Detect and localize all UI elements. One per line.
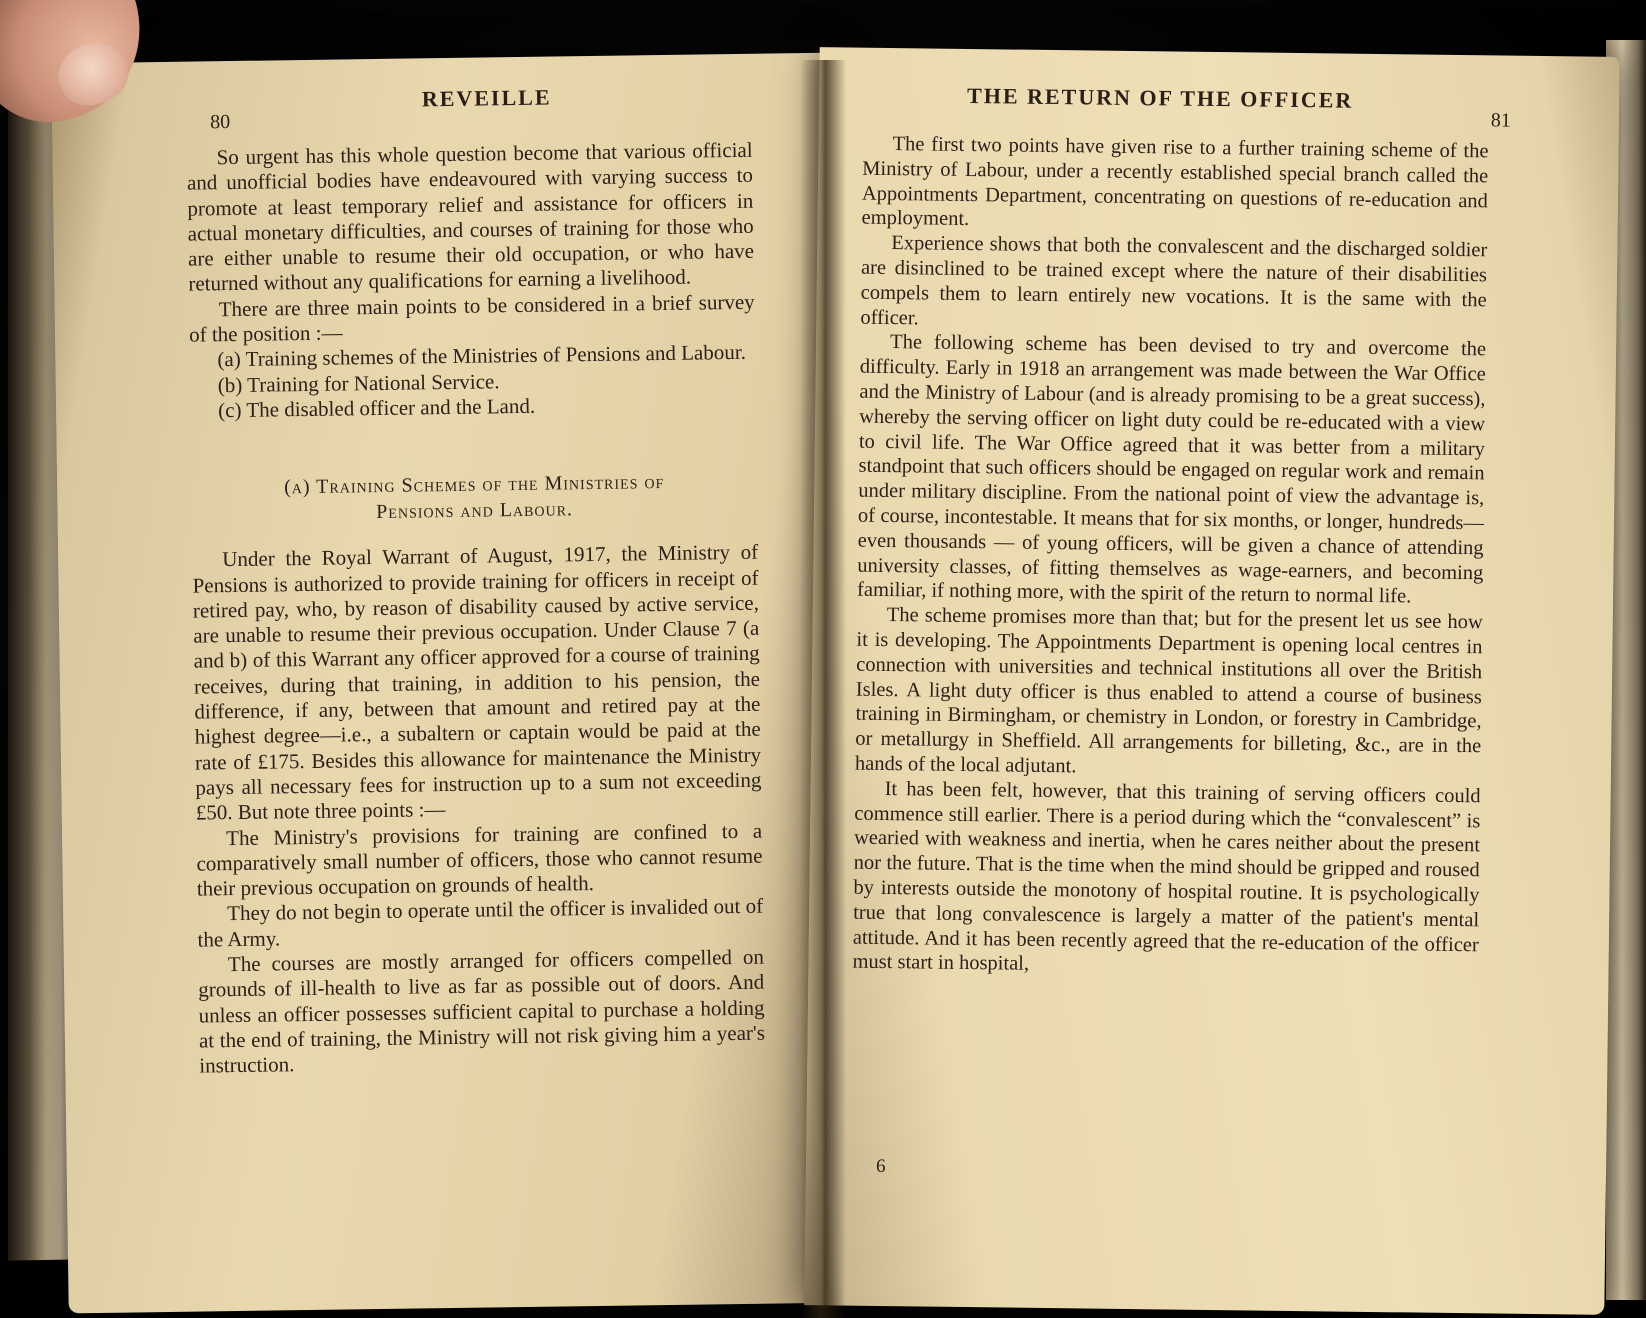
signature-mark: 6 (875, 1155, 886, 1178)
right-page-number: 81 (1490, 109, 1512, 132)
right-running-header: THE RETURN OF THE OFFICER (966, 82, 1354, 113)
courses-paragraph: The courses are mostly arranged for officers compelled on grounds of ill-health to live as far as possible out of doors. And unless an officer possesses sufficient capital to purchase a holding at the end of training, the Ministry will not risk giving him a year's instruction. (198, 944, 766, 1078)
experience-paragraph: Experience shows that both the convalescent and the discharged soldier are disinclined to be trained except where the nature of their disabilities compels them to learn entirely new vocations. It is the same with the officer. (860, 232, 1488, 329)
scheme-promises-paragraph: The scheme promises more than that; but for the present let us see how it is developing. The Appointments Department is opening local centres in connection with universities and technical institutions all over the British Isles. A light duty officer is thus enabled to attend a course of business training in Birmingham, or chemistry in London, or forestry in Cambridge, or metallurgy in Sheffield. All arrangements for billeting, &c., are in the hands of the local adjutant. (854, 604, 1483, 778)
left-page-number: 80 (209, 111, 231, 134)
section-heading-line-2: Pensions and Labour. (376, 498, 574, 524)
left-running-header: REVEILLE (421, 84, 552, 112)
intro-paragraph: So urgent has this whole question become that various official and unofficial bodies have endeavoured with varying success to promote at least temporary relief and assistance for officers in actual monetary difficulties, and courses of training for those who are either unable to resume their old occupation, or who have returned without any qualifications for earning a livelihood. (186, 137, 755, 297)
has-been-felt-paragraph: It has been felt, however, that this training of serving officers could commence still earlier. There is a period during which the “convalescent” is wearied with weakness and inertia, when he cares neither about the present nor the future. That is the time when the mind should be gripped and roused by interests outside the monotony of hospital routine. It is psychologically true that long convalescence is largely a matter of the patient's mental attitude. And it has been recently agreed that the re-education of the officer must start in hospital, (852, 777, 1481, 976)
point-a: (a) Training schemes of the Ministries of Pensions and Labour. (217, 340, 747, 372)
section-heading-line-1: (a) Training Schemes of the Ministries of (283, 471, 665, 499)
left-page (51, 53, 850, 1314)
provisions-paragraph: The Ministry's provisions for training are confined to a comparatively small number of officers, those who cannot resume their previous occupation on grounds of health. (196, 818, 763, 901)
warrant-paragraph: Under the Royal Warrant of August, 1917, the Ministry of Pensions is authorized to provide training for officers in receipt of retired pay, who, by reason of disability caused by active service, are unable to resume their previous occupation. Under Clause 7 (a and b) of this Warrant any officer approved for a course of training receives, during that training, in addition to his pension, the difference, if any, between that amount and retired pay at the highest degree—i.e., a subaltern or captain would be paid at the rate of £175. Besides this allowance for maintenance the Ministry pays all necessary fees for instruction up to a sum not exceeding £50. But note three points :— (192, 539, 762, 825)
section-heading (191, 468, 758, 528)
point-b: (b) Training for National Service. (217, 368, 500, 397)
first-two-points-paragraph: The first two points have given rise to a further training scheme of the Ministry of Labour, under a recently established special branch called the Appointments Department, concentrating on questions of re-education and employment. (861, 133, 1489, 231)
right-page-body (852, 132, 1488, 983)
points-intro-paragraph: There are three main points to be considered in a brief survey of the position :— (188, 289, 755, 347)
invalided-paragraph: They do not begin to operate until the officer is invalided out of the Army. (197, 894, 764, 952)
left-page-body (186, 138, 765, 1079)
right-page (804, 47, 1619, 1315)
following-scheme-paragraph: The following scheme has been devised to try and overcome the difficulty. Early in 1918 an arrangement was made between the War Office and the Ministry of Labour (and is already promising to be a great success), whereby the serving officer on light duty could be re-educated with a view to civil life. The War Office agreed that it was better from a military standpoint that such officers should be engaged on regular work and remain under military discipline. From the national point of view the advantage is, of course, incontestable. It means that for six months, or longer, hundreds— even thousands — of young officers, will be given a chance of attending university classes, of fitting themselves as wage-earners, and becoming familiar, if nothing more, with the spirit of the return to normal life. (856, 331, 1487, 608)
point-c: (c) The disabled officer and the Land. (218, 393, 536, 423)
